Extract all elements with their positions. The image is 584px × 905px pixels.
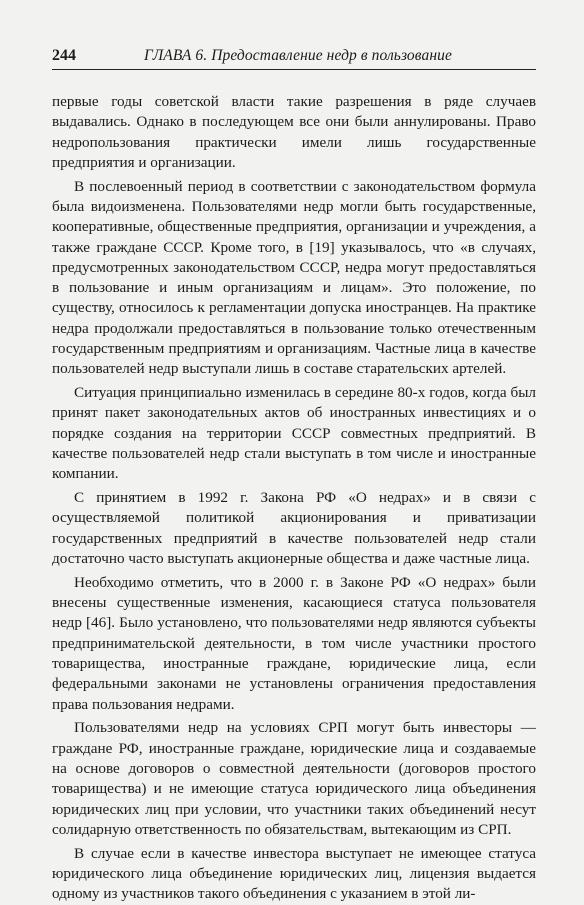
paragraph-4: С принятием в 1992 г. Закона РФ «О недрах» и в связи с осуществляемой политикой акционирования и приватизации государственных предприятий в качестве пользователей недр стали достаточно часто выступать акционерные общества и даже частные лица. [52, 489, 536, 568]
paragraph-1: первые годы советской власти такие разрешения в ряде случаев выдавались. Однако в последующем все они были аннулированы. Право недропользования практически имели лишь государственные предприятия и организации. [52, 93, 536, 171]
running-head: ГЛАВА 6. Предоставление недр в пользование [144, 47, 452, 64]
page-header [52, 46, 536, 70]
paragraph-7: В случае если в качестве инвестора выступает не имеющее статуса юридического лица объединение юридических лиц, лицензия выдается одному из участников такого объединения с указанием в этой ли- [52, 844, 536, 903]
paragraph-2: В послевоенный период в соответствии с законодательством формула была видоизменена. Пользователями недр могли быть государственные, кооперативные, общественные предприятия, организации и учреждения, а также граждане СССР. Кроме того, в [19] указывалось, что «в случаях, предусмотренных законодательством СССР, недра могут предоставляться в пользование и иным организациям и лицам». Это положение, по существу, относилось к регламентации допуска иностранцев. На практике недра продолжали предоставляться в пользование только отечественным государственным предприятиям и организациям. Частные лица в качестве пользователей недр выступали лишь в составе старательских артелей. [52, 177, 536, 378]
page-body [52, 92, 536, 905]
page-number: 244 [52, 47, 76, 64]
book-page [52, 46, 536, 905]
paragraph-5: Необходимо отметить, что в 2000 г. в Законе РФ «О недрах» были внесены существенные изменения, касающиеся статуса пользователя недр [46]. Было установлено, что пользователями недр являются субъекты предпринимательской деятельности, в том числе участники простого товарищества, иностранные граждане, юридические лица, если федеральными законами не установлены ограничения предоставления права пользования недрами. [52, 573, 536, 713]
paragraph-3: Ситуация принципиально изменилась в середине 80-х годов, когда был принят пакет законодательных актов об иностранных инвестициях и о порядке создания на территории СССР совместных предприятий. В качестве пользователей недр стали выступать в том числе и иностранные компании. [52, 384, 536, 483]
paragraph-6: Пользователями недр на условиях СРП могут быть инвесторы — граждане РФ, иностранные граждане, юридические лица и создаваемые на основе договоров о совместной деятельности (договоров простого товарищества) и не имеющие статуса юридического лица объединения юридических лиц при условии, что участники таких объединений несут солидарную ответственность по обязательствам, вытекающим из СРП. [52, 719, 536, 838]
